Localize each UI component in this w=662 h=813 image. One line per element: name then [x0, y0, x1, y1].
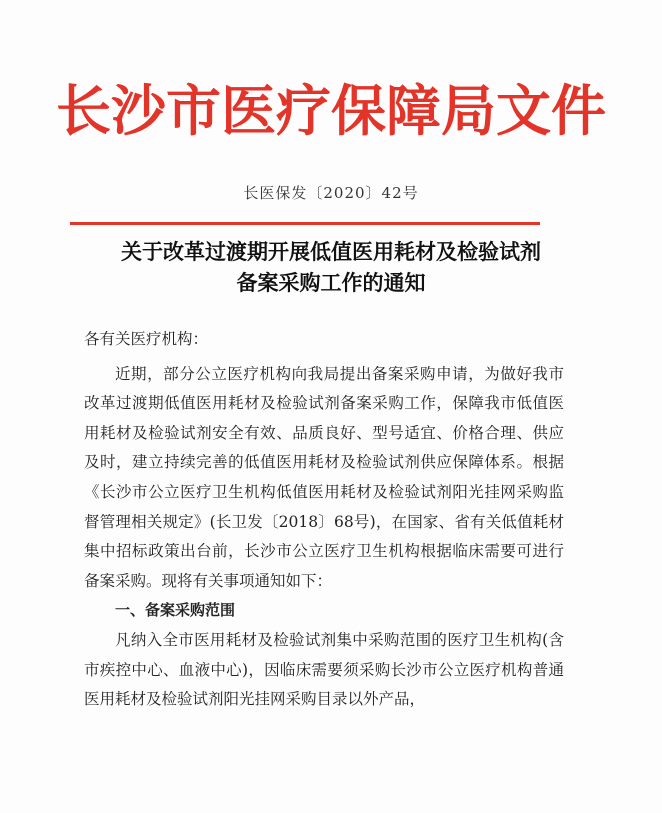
- issuing-authority-header: 长沙市医疗保障局文件: [55, 78, 606, 143]
- section-heading-scope: 一、备案采购范围: [115, 601, 236, 620]
- salutation: 各有关医疗机构：: [84, 330, 209, 348]
- paragraph-intro: 近期，部分公立医疗机构向我局提出备案采购申请，为做好我市改革过渡期低值医用耗材及检验试剂备案采购工作，保障我市低值医用耗材及检验试剂安全有效、品质良好、型号适宜、价格合理、供应及时，建立持续完善的低值医用耗材及检验试剂供应保障体系。根据《长沙市公立医疗卫生机构低值医用耗材及检验试剂阳光挂网采购监督管理相关规定》(长卫发〔2018〕68号)，在国家、省有关低值耗材集中招标政策出台前，长沙市公立医疗卫生机构根据临床需要可进行备案采购。现将有关事项通知如下：: [84, 364, 565, 590]
- document-body: [84, 325, 564, 715]
- red-divider-line: [70, 222, 540, 225]
- notice-title: [40, 236, 622, 298]
- paragraph-scope: 凡纳入全市医用耗材及检验试剂集中采购范围的医疗卫生机构(含市疾控中心、血液中心)，因临床需要须采购长沙市公立医疗机构普通医用耗材及检验试剂阳光挂网采购目录以外产品，: [84, 630, 564, 709]
- document-number: 长医保发〔2020〕42号: [243, 184, 419, 202]
- notice-title-line-2: 备案采购工作的通知: [236, 270, 426, 295]
- notice-title-line-1: 关于改革过渡期开展低值医用耗材及检验试剂: [121, 239, 541, 264]
